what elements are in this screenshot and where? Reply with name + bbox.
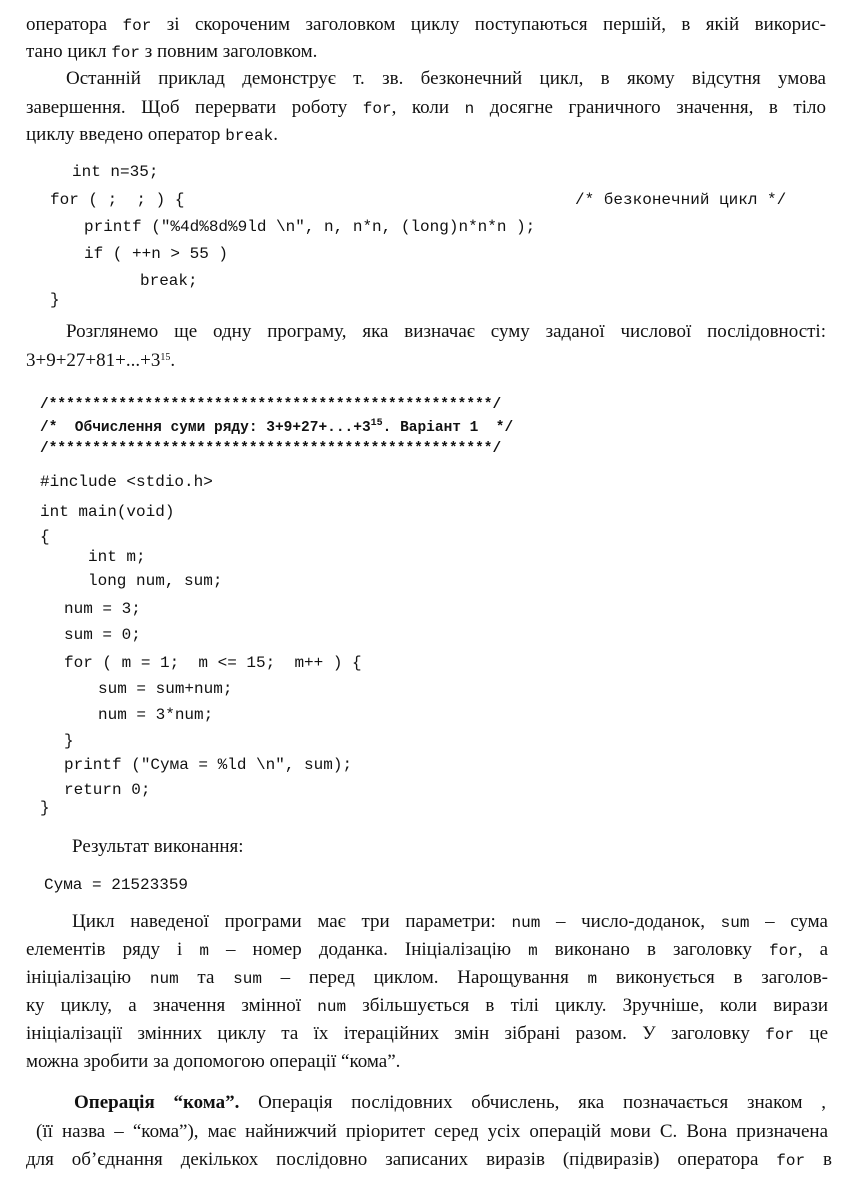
text-segment: для об’єднання декількох послідовно записаних виразів (підвиразів) оператора xyxy=(26,1149,777,1170)
code-line xyxy=(40,437,501,461)
code-line xyxy=(98,703,213,727)
inline-code: m xyxy=(587,970,598,988)
text-segment: це xyxy=(794,1023,828,1044)
text-segment: зі скороченим заголовком циклу поступаються першій, в якій викорис- xyxy=(151,14,827,35)
text-segment: , а xyxy=(797,939,829,960)
text-segment: – номер доданка. Ініціалізацію xyxy=(208,939,529,960)
text-segment: виконано в заголовку xyxy=(537,939,769,960)
text-segment: if ( ++n > 55 ) xyxy=(84,245,229,263)
text-segment: for ( ; ; ) { xyxy=(50,191,185,209)
text-segment: printf ("%4d%8d%9ld \n", n, n*n, (long)n*n*n ); xyxy=(84,218,536,236)
text-segment: /***************************************************/ xyxy=(40,441,502,457)
text-segment: long num, sum; xyxy=(88,572,223,590)
text-segment: з повним заголовком. xyxy=(140,41,318,62)
code-line xyxy=(88,569,222,593)
code-line xyxy=(64,729,74,753)
code-line xyxy=(50,188,184,212)
text-segment: sum = sum+num; xyxy=(98,680,233,698)
text-segment: /* безконечний цикл */ xyxy=(575,191,787,209)
text-segment: break; xyxy=(140,272,198,290)
text-segment: Результат виконання: xyxy=(72,836,244,857)
inline-code: for xyxy=(111,44,140,62)
inline-code: sum xyxy=(233,970,262,988)
text-segment: . xyxy=(170,350,176,371)
text-segment: – сума xyxy=(749,911,828,932)
text-line xyxy=(74,1091,826,1115)
text-line xyxy=(26,96,826,121)
text-segment: Цикл наведеної програми має три параметри: xyxy=(72,911,512,932)
text-segment: /* Обчислення суми ряду: 3+9+27+...+3 xyxy=(40,420,371,436)
text-segment: Операція послідовних обчислень, яка позначається знаком , xyxy=(239,1092,826,1113)
text-segment: } xyxy=(64,732,74,750)
text-segment: ініціалізацію xyxy=(26,967,150,988)
text-segment: завершення. Щоб перервати роботу xyxy=(26,97,363,118)
inline-code: num xyxy=(149,970,179,988)
inline-code: break xyxy=(225,127,274,145)
text-segment: sum = 0; xyxy=(64,626,141,644)
inline-code: m xyxy=(528,942,538,960)
text-line xyxy=(26,13,826,38)
text-line xyxy=(66,320,826,344)
text-segment: { xyxy=(40,528,50,546)
superscript: 15 xyxy=(370,418,383,429)
code-line xyxy=(40,796,50,820)
text-segment: int m; xyxy=(88,548,146,566)
code-line xyxy=(64,651,362,675)
text-segment: та xyxy=(178,967,234,988)
text-line xyxy=(26,123,278,148)
text-segment: ку циклу, а значення змінної xyxy=(26,995,318,1016)
code-line xyxy=(98,677,232,701)
text-segment: . xyxy=(273,124,278,145)
inline-code: sum xyxy=(720,914,750,932)
text-segment: int n=35; xyxy=(72,163,159,181)
text-line xyxy=(72,910,828,935)
text-segment: printf ("Сума = %ld \n", sum); xyxy=(64,756,353,774)
text-segment: return 0; xyxy=(64,781,151,799)
text-segment: #include <stdio.h> xyxy=(40,473,213,491)
inline-code: num xyxy=(317,998,347,1016)
text-segment: num = 3; xyxy=(64,600,141,618)
text-segment: ініціалізації змінних циклу та їх ітераційних змін зібрані разом. У заголовку xyxy=(26,1023,766,1044)
code-line xyxy=(40,500,174,524)
inline-code: for xyxy=(776,1152,806,1170)
text-line xyxy=(26,966,828,991)
code-line xyxy=(64,623,141,647)
text-line xyxy=(26,40,317,65)
text-segment: 3+9+27+81+...+3 xyxy=(26,350,161,371)
inline-code: m xyxy=(199,942,209,960)
inline-code: for xyxy=(362,100,392,118)
code-line xyxy=(44,873,188,897)
text-segment: } xyxy=(40,799,50,817)
text-segment: в xyxy=(805,1149,832,1170)
code-line xyxy=(88,545,146,569)
text-segment: Останній приклад демонструє т. зв. безконечний цикл, в якому відсутня умова xyxy=(66,68,826,89)
text-segment: збільшується в тілі циклу. Зручніше, коли вирази xyxy=(346,995,828,1016)
text-segment: можна зробити за допомогою операції “кома”. xyxy=(26,1051,401,1072)
text-line xyxy=(26,994,828,1019)
superscript: 15 xyxy=(160,352,171,363)
text-segment: елементів ряду і xyxy=(26,939,200,960)
text-segment: Сума = 21523359 xyxy=(44,876,189,894)
inline-code: for xyxy=(765,1026,795,1044)
text-segment: /***************************************************/ xyxy=(40,397,502,413)
text-segment: , коли xyxy=(391,97,465,118)
code-line xyxy=(140,269,198,293)
inline-code: n xyxy=(464,100,475,118)
text-line xyxy=(26,938,828,963)
text-segment: int main(void) xyxy=(40,503,175,521)
text-segment: досягне граничного значення, в тіло xyxy=(474,97,826,118)
code-line xyxy=(575,188,786,212)
text-segment: Розглянемо ще одну програму, яка визначає суму заданої числової послідовності: xyxy=(66,321,826,342)
text-line xyxy=(26,1148,832,1173)
code-line xyxy=(40,393,501,417)
code-line xyxy=(64,597,141,621)
text-segment: циклу введено оператор xyxy=(26,124,226,145)
text-segment: } xyxy=(50,291,60,309)
text-line xyxy=(26,1050,400,1074)
inline-code: for xyxy=(768,942,798,960)
text-line xyxy=(26,349,175,373)
text-segment: – перед циклом. Нарощування xyxy=(261,967,588,988)
text-line xyxy=(36,1120,828,1144)
text-segment: num = 3*num; xyxy=(98,706,214,724)
inline-code: num xyxy=(511,914,541,932)
bold-term: Операція “кома”. xyxy=(74,1092,240,1113)
text-segment: for ( m = 1; m <= 15; m++ ) { xyxy=(64,654,362,672)
code-line xyxy=(40,525,50,549)
code-line xyxy=(84,215,535,239)
text-segment: . Варіант 1 */ xyxy=(382,420,514,436)
code-line xyxy=(64,753,352,777)
text-segment: – число-доданок, xyxy=(540,911,721,932)
code-line xyxy=(72,160,158,184)
text-segment: виконується в заголов- xyxy=(597,967,828,988)
text-segment: оператора xyxy=(26,14,123,35)
text-segment: (її назва – “кома”), має найнижчий пріоритет серед усіх операцій мови С. Вона призначена xyxy=(36,1121,828,1142)
inline-code: for xyxy=(122,17,152,35)
code-line xyxy=(40,470,213,494)
code-line xyxy=(50,288,60,312)
text-line xyxy=(72,835,244,859)
code-line xyxy=(84,242,228,266)
text-line xyxy=(26,1022,828,1047)
code-line xyxy=(64,778,150,802)
text-line xyxy=(66,67,826,91)
text-segment: тано цикл xyxy=(26,41,112,62)
